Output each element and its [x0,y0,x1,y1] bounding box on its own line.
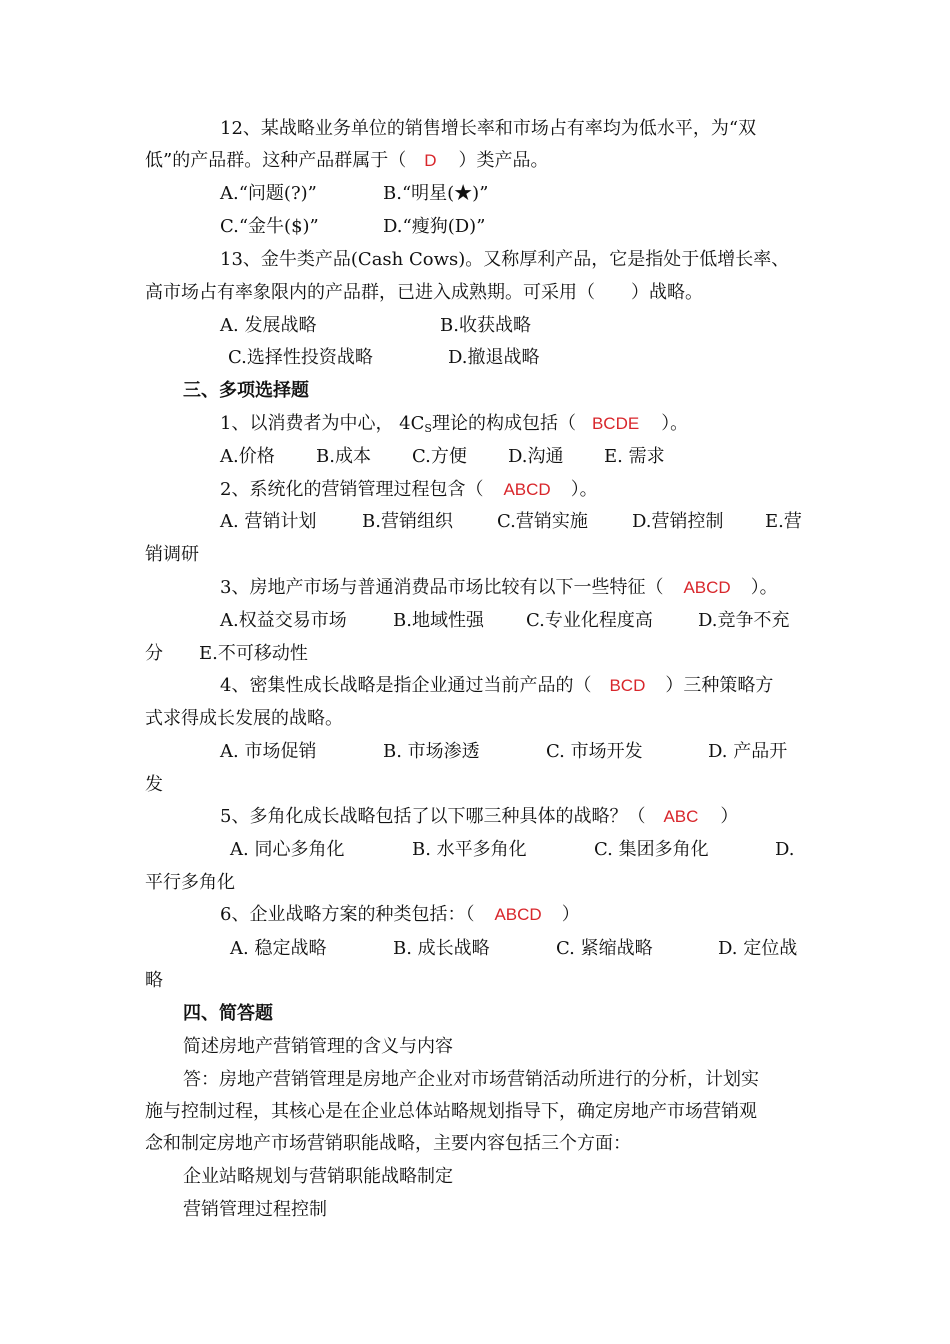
m2-pre: 2、系统化的营销管理过程包含（ [220,479,484,500]
m1-mid: 理论的构成包括（ [431,413,576,434]
q13-line1: 13、金牛类产品(Cash Cows)。又称厚利产品，它是指处于低增长率、 [220,249,790,270]
m1-option-e: E. 需求 [604,446,665,467]
q13-option-c: C.选择性投资战略 [228,347,373,368]
essay-point-2: 营销管理过程控制 [183,1199,327,1220]
m5-answer: ABC [663,807,699,826]
m6-wrap: 略 [145,970,163,991]
q12-option-d: D.“瘦狗(D)” [383,216,486,237]
q13-option-d: D.撤退战略 [448,347,540,368]
m5-option-a: A. 同心多角化 [230,839,345,860]
m5-post: ） [720,806,739,827]
m4-wrap: 发 [145,774,163,795]
m5-option-b: B. 水平多角化 [412,839,527,860]
m3-option-d: D.竞争不充 [698,610,790,631]
m5-option-c: C. 集团多角化 [594,839,709,860]
m4-option-b: B. 市场渗透 [383,741,480,762]
m6-question [220,903,580,927]
m4-answer: BCD [609,676,646,695]
essay-answer-line3: 念和制定房地产市场营销职能战略，主要内容包括三个方面： [145,1133,631,1154]
m5-question [220,805,738,829]
q13-option-a: A. 发展战略 [220,315,317,336]
m1-option-c: C.方便 [412,446,467,467]
m2-option-a: A. 营销计划 [220,511,317,532]
m1-option-d: D.沟通 [508,446,564,467]
q12-answer: D [424,151,437,170]
m5-wrap: 平行多角化 [145,872,235,893]
essay-answer-line2: 施与控制过程，其核心是在企业总体站略规划指导下，确定房地产市场营销观 [145,1101,757,1122]
m6-option-a: A. 稳定战略 [230,938,327,959]
q12-line1: 12、某战略业务单位的销售增长率和市场占有率均为低水平，为“双 [220,118,757,139]
q13-option-b: B.收获战略 [440,315,531,336]
q12-line2-post: ）类产品。 [458,150,549,171]
q12-line2 [145,149,548,173]
m1-subscript: S [424,422,432,435]
q13-line2: 高市场占有率象限内的产品群，已进入成熟期。可采用（ ）战略。 [145,282,703,303]
m6-option-d: D. 定位战 [718,938,798,959]
m3-option-c: C.专业化程度高 [526,610,653,631]
m2-option-d: D.营销控制 [632,511,724,532]
q12-line2-pre: 低”的产品群。这种产品群属于（ [145,150,407,171]
m5-pre: 5、多角化成长战略包括了以下哪三种具体的战略？（ [220,806,646,827]
q12-option-c: C.“金牛($)” [220,216,319,237]
m2-option-c: C.营销实施 [497,511,588,532]
m5-option-d: D. [775,839,795,860]
m6-post: ） [561,904,580,925]
m6-pre: 6、企业战略方案的种类包括：（ [220,904,475,925]
m3-question [220,576,778,600]
m2-question [220,478,598,502]
m6-answer: ABCD [494,905,542,924]
essay-answer-line1: 答：房地产营销管理是房地产企业对市场营销活动所进行的分析，计划实 [183,1069,759,1090]
m4-option-d: D. 产品开 [708,741,788,762]
essay-point-1: 企业站略规划与营销职能战略制定 [183,1166,453,1187]
m6-option-b: B. 成长战略 [393,938,490,959]
m4-option-c: C. 市场开发 [546,741,643,762]
m3-option-b: B.地域性强 [393,610,484,631]
m3-answer: ABCD [683,578,731,597]
m1-pre: 1、以消费者为中心， 4C [220,413,425,434]
m2-option-b: B.营销组织 [362,511,453,532]
m3-wrap-a: 分 [145,643,163,664]
m1-question [220,412,688,436]
essay-question: 简述房地产营销管理的含义与内容 [183,1036,453,1057]
q12-option-b: B.“明星(★)” [383,183,489,204]
m2-post: ）。 [570,479,598,500]
m6-option-c: C. 紧缩战略 [556,938,653,959]
m3-pre: 3、房地产市场与普通消费品市场比较有以下一些特征（ [220,577,664,598]
section-3-heading: 三、多项选择题 [183,380,309,401]
m4-pre: 4、密集性成长战略是指企业通过当前产品的（ [220,675,592,696]
m4-post: ）三种策略方 [665,675,774,696]
m2-answer: ABCD [503,480,551,499]
m4-question [220,674,773,698]
m1-post: ）。 [661,413,689,434]
m1-option-a: A.价格 [220,446,275,467]
q12-option-a: A.“问题(?)” [220,183,317,204]
section-4-heading: 四、简答题 [183,1003,273,1024]
m1-option-b: B.成本 [316,446,371,467]
m3-post: ）。 [750,577,778,598]
m2-wrap: 销调研 [145,544,199,565]
m4-line2: 式求得成长发展的战略。 [145,708,343,729]
m3-option-a: A.权益交易市场 [220,610,347,631]
m4-option-a: A. 市场促销 [220,741,317,762]
m2-option-e: E.营 [765,511,802,532]
m1-answer: BCDE [591,414,640,433]
m3-option-e: E.不可移动性 [199,643,308,664]
